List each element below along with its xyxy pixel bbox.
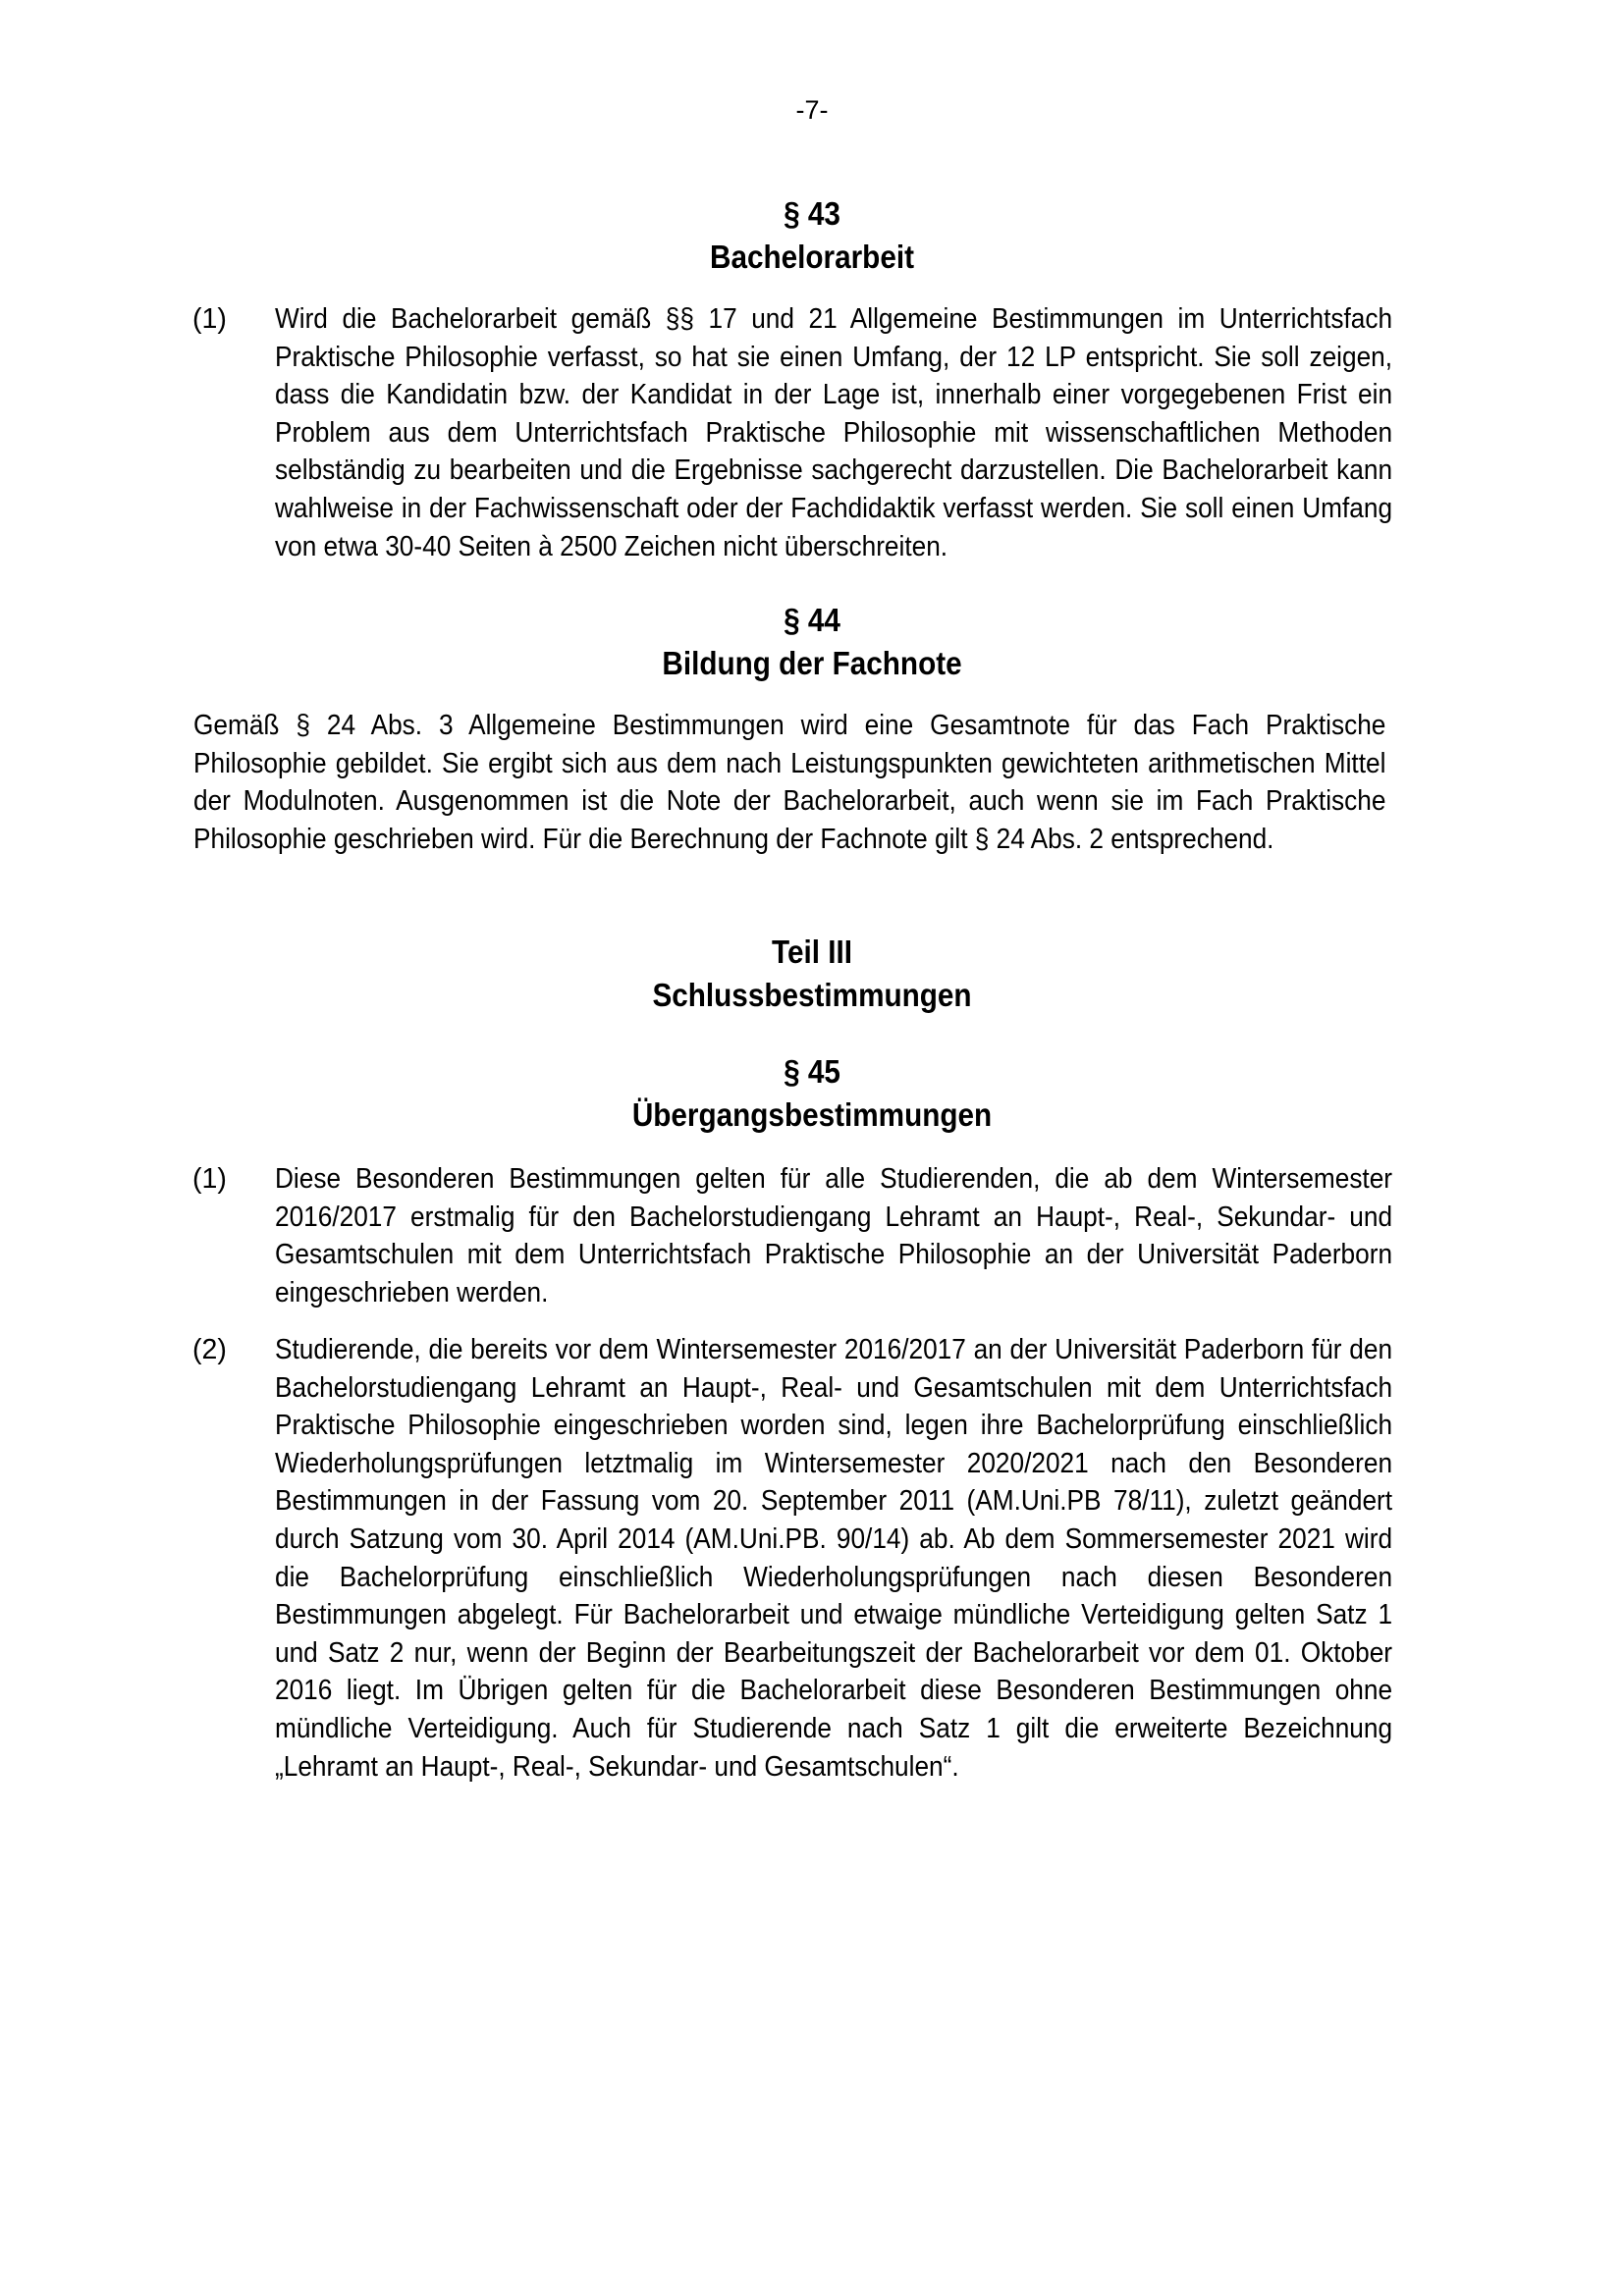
section-44-title: Bildung der Fachnote [662, 645, 962, 681]
paragraph-text: Diese Besonderen Bestimmungen gelten für alle Studierenden, die ab dem Wintersemester 2016/2017 erstmalig für den Bachelorstudiengang Lehramt an Haupt-, Real-, Sekundar- und Gesamtschulen mit dem Unterrichtsfach Praktische Philosophie an der Universität Paderborn eingeschrieben werden. [275, 1163, 1393, 1308]
paragraph-number: (1) [192, 303, 227, 335]
part-3-heading [81, 931, 1543, 1017]
part-3-title: Schlussbestimmungen [652, 977, 972, 1013]
page-number: -7- [795, 95, 829, 125]
section-43-heading [81, 192, 1543, 279]
paragraph-number: (1) [192, 1163, 227, 1195]
section-44-number: § 44 [784, 602, 840, 638]
section-45-title: Übergangsbestimmungen [631, 1096, 993, 1133]
part-3-number: Teil III [772, 934, 852, 970]
section-43-number: § 43 [784, 195, 840, 232]
section-44-text: Gemäß § 24 Abs. 3 Allgemeine Bestimmungen wird eine Gesamtnote für das Fach Praktische Philosophie gebildet. Sie ergibt sich aus dem nach Leistungspunkten gewichteten arithmetischen Mittel der Modulnoten. Ausgenommen ist die Note der Bachelorarbeit, auch wenn sie im Fach Praktische Philosophie geschrieben wird. Für die Berechnung der Fachnote gilt § 24 Abs. 2 entsprechend. [193, 710, 1386, 855]
paragraph-text: Wird die Bachelorarbeit gemäß §§ 17 und 21 Allgemeine Bestimmungen im Unterrichtsfach Praktische Philosophie verfasst, so hat sie einen Umfang, der 12 LP entspricht. Sie soll zeigen, dass die Kandidatin bzw. der Kandidat in der Lage ist, innerhalb einer vorgegebenen Frist ein Problem aus dem Unterrichtsfach Praktische Philosophie mit wissenschaftlichen Methoden selbständig zu bearbeiten und die Ergebnisse sachgerecht darzustellen. Die Bachelorarbeit kann wahlweise in der Fachwissenschaft oder der Fachdidaktik verfasst werden. Sie soll einen Umfang von etwa 30-40 Seiten à 2500 Zeichen nicht überschreiten. [275, 303, 1393, 562]
paragraph-number: (2) [192, 1334, 227, 1365]
section-44-heading [81, 599, 1543, 685]
section-45-heading [81, 1050, 1543, 1137]
paragraph-text: Studierende, die bereits vor dem Wintersemester 2016/2017 an der Universität Paderborn für den Bachelorstudiengang Lehramt an Haupt-, Real- und Gesamtschulen mit dem Unterrichtsfach Praktische Philosophie eingeschrieben worden sind, legen ihre Bachelorprüfung einschließlich Wiederholungsprüfungen letztmalig im Wintersemester 2020/2021 nach den Besonderen Bestimmungen in der Fassung vom 20. September 2011 (AM.Uni.PB 78/11), zuletzt geändert durch Satzung vom 30. April 2014 (AM.Uni.PB. 90/14) ab. Ab dem Sommersemester 2021 wird die Bachelorprüfung einschließlich Wiederholungsprüfungen nach diesen Besonderen Bestimmungen abgelegt. Für Bachelorarbeit und etwaige mündliche Verteidigung gelten Satz 1 und Satz 2 nur, wenn der Beginn der Bearbeitungszeit der Bachelorarbeit vor dem 01. Oktober 2016 liegt. Im Übrigen gelten für die Bachelorarbeit diese Besonderen Bestimmungen ohne mündliche Verteidigung. Auch für Studierende nach Satz 1 gilt die erweiterte Bezeichnung „Lehramt an Haupt-, Real-, Sekundar- und Gesamtschulen“. [275, 1334, 1393, 1783]
section-45-number: § 45 [784, 1053, 840, 1090]
section-43-title: Bachelorarbeit [710, 239, 914, 275]
